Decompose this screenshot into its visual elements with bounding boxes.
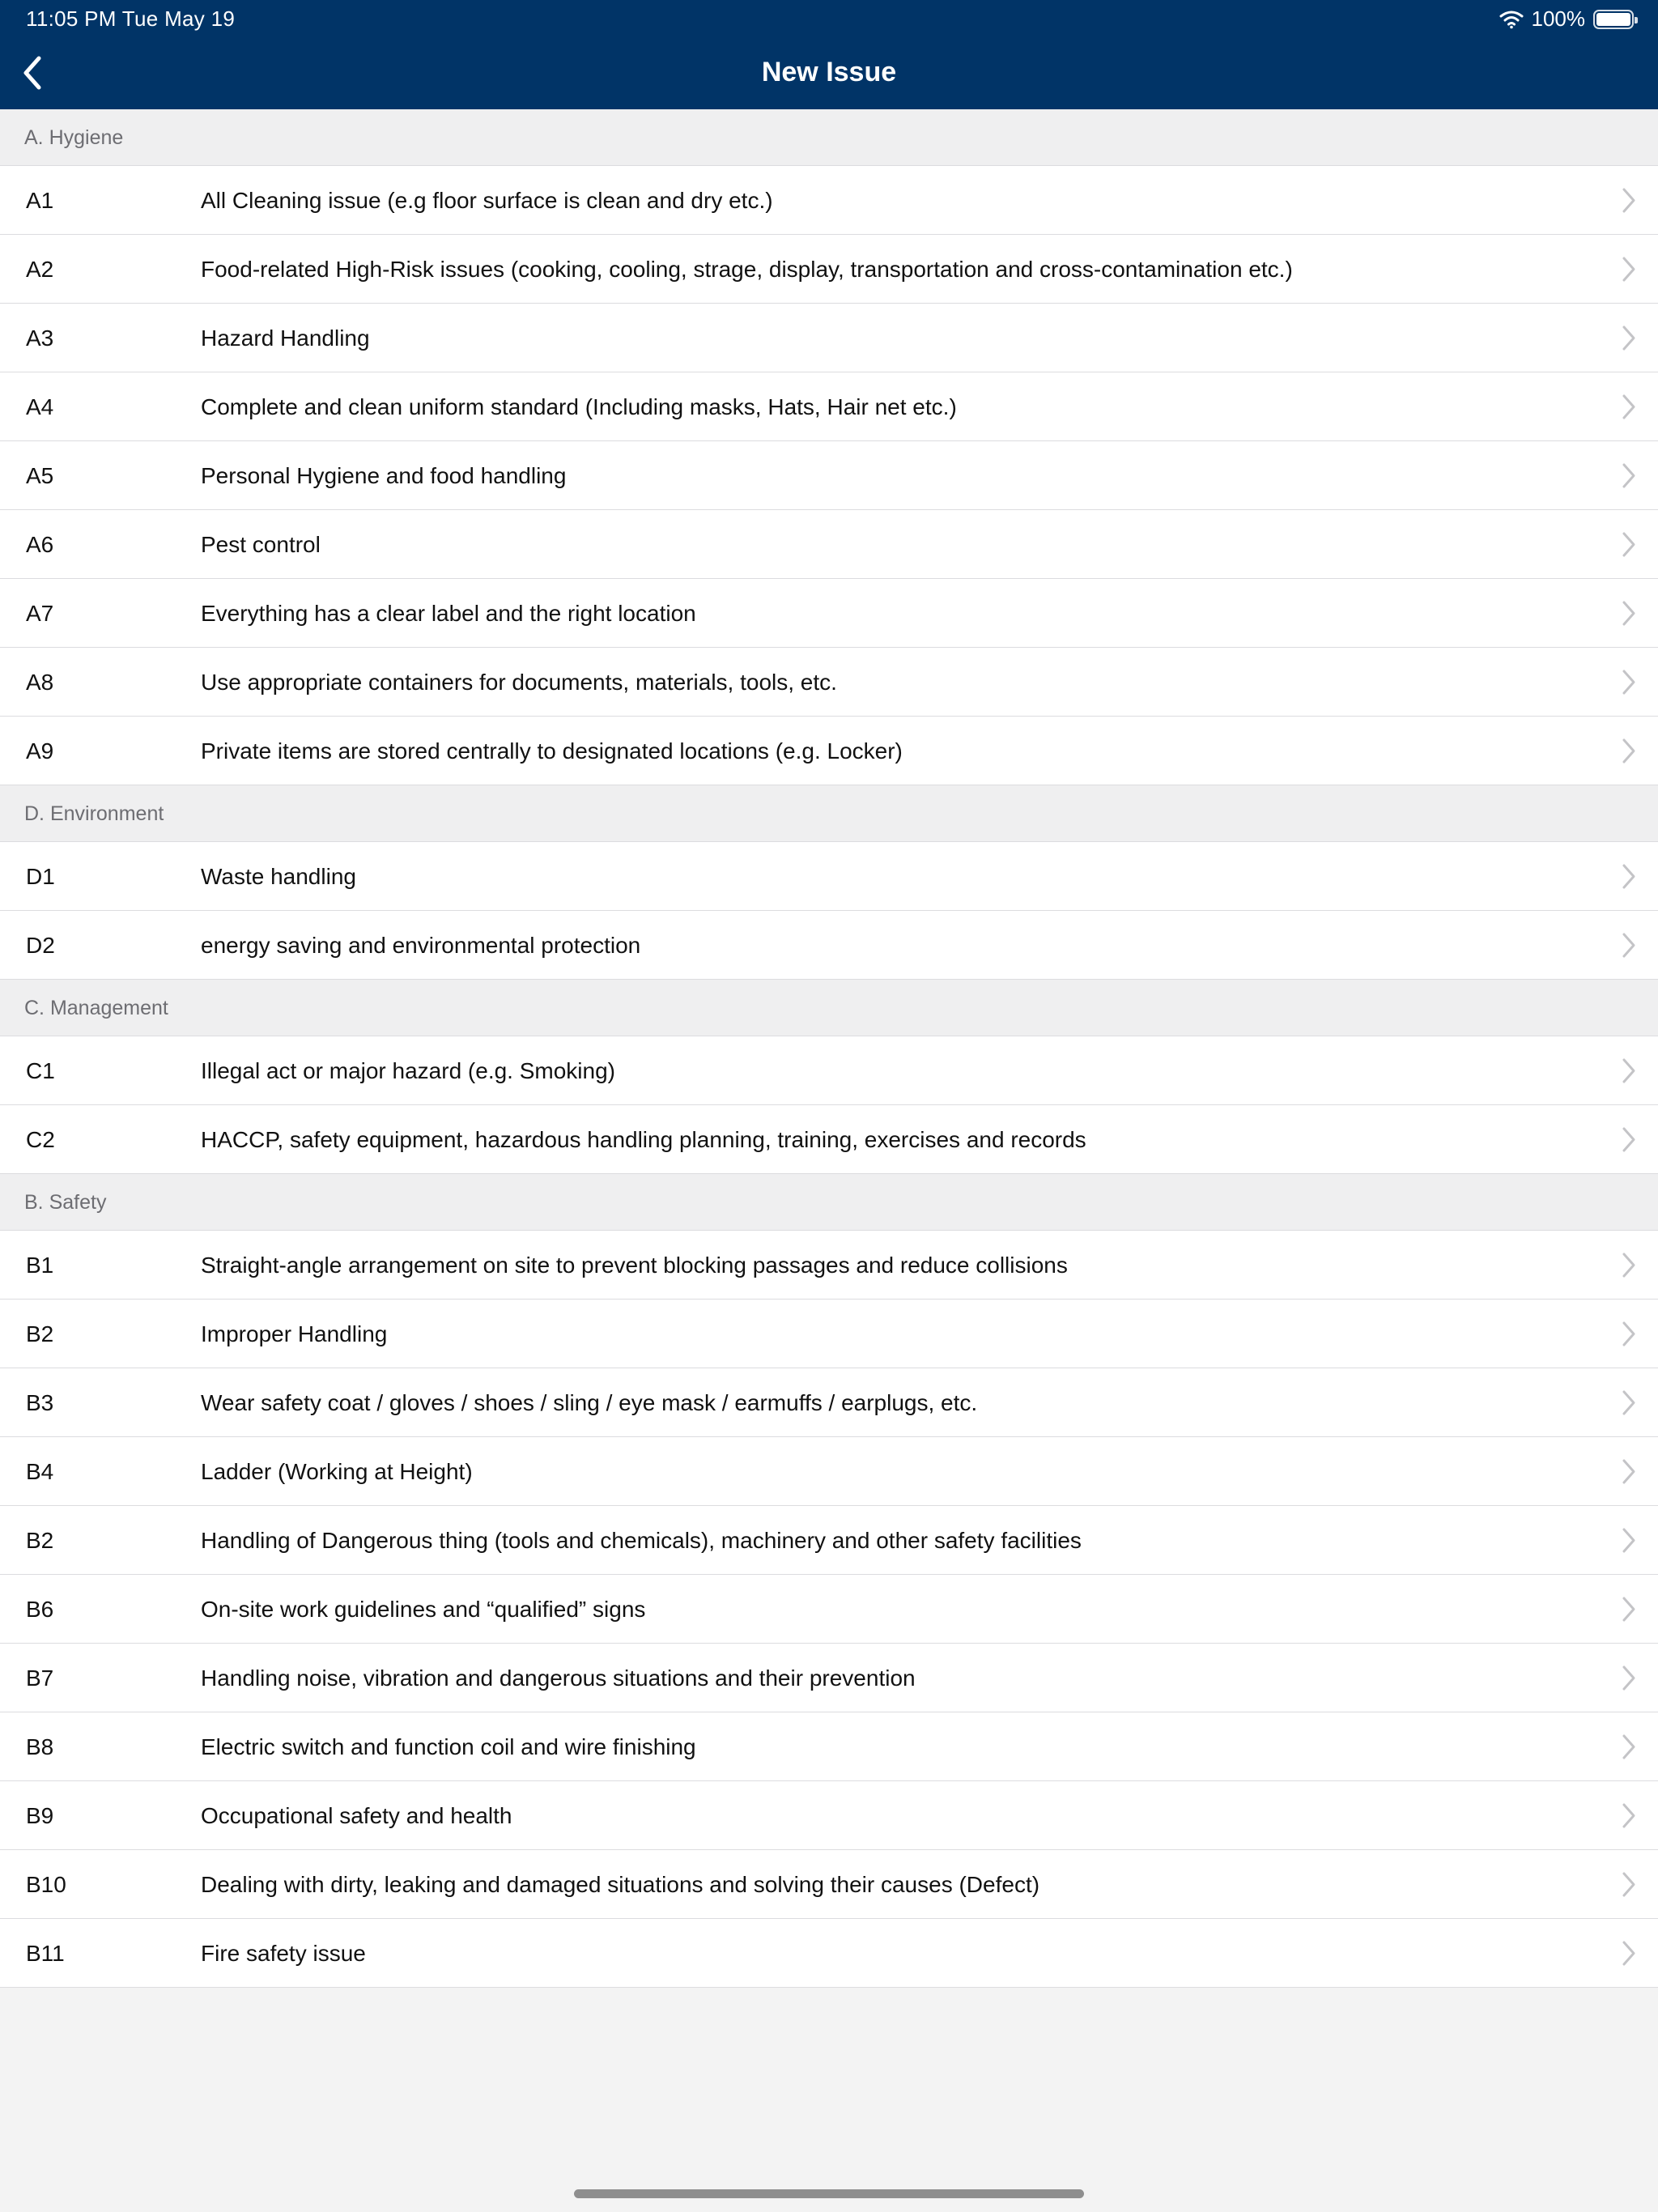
issue-row-b6[interactable] xyxy=(0,1575,1658,1644)
chevron-right-icon xyxy=(1621,531,1637,558)
navigation-bar xyxy=(0,39,1658,109)
chevron-right-icon xyxy=(1621,669,1637,696)
chevron-right-icon xyxy=(1621,1458,1637,1485)
issue-row-b11[interactable] xyxy=(0,1919,1658,1988)
chevron-right-icon xyxy=(1621,1389,1637,1416)
issue-row-b7[interactable] xyxy=(0,1644,1658,1712)
issue-code: A7 xyxy=(26,601,54,626)
issue-code: B6 xyxy=(26,1597,54,1622)
issue-description: Illegal act or major hazard (e.g. Smoking) xyxy=(201,1058,615,1083)
chevron-right-icon xyxy=(1621,1527,1637,1554)
issue-description: HACCP, safety equipment, hazardous handling planning, training, exercises and records xyxy=(201,1127,1086,1152)
issue-description: Wear safety coat / gloves / shoes / sling / eye mask / earmuffs / earplugs, etc. xyxy=(201,1390,978,1415)
issue-row-d1[interactable] xyxy=(0,842,1658,911)
battery-fill xyxy=(1596,13,1630,26)
issue-description: Hazard Handling xyxy=(201,325,370,351)
section-header: D. Environment xyxy=(0,785,1658,842)
chevron-right-icon xyxy=(1621,1057,1637,1084)
issue-code: B3 xyxy=(26,1390,54,1415)
issue-row-b1[interactable] xyxy=(0,1231,1658,1300)
issue-code: B1 xyxy=(26,1253,54,1278)
issue-description: Fire safety issue xyxy=(201,1941,366,1966)
home-indicator[interactable] xyxy=(574,2189,1084,2198)
chevron-right-icon xyxy=(1621,600,1637,627)
issue-row-b3[interactable] xyxy=(0,1368,1658,1437)
issue-code: B7 xyxy=(26,1665,54,1691)
issue-row-a7[interactable] xyxy=(0,579,1658,648)
issue-row-b2[interactable] xyxy=(0,1506,1658,1575)
issue-code: A5 xyxy=(26,463,54,488)
status-indicators xyxy=(1499,6,1635,32)
chevron-right-icon xyxy=(1621,1665,1637,1691)
issue-category-list xyxy=(0,109,1658,1988)
issue-code: A1 xyxy=(26,188,54,213)
issue-row-a8[interactable] xyxy=(0,648,1658,717)
issue-code: D1 xyxy=(26,864,55,889)
issue-description: Personal Hygiene and food handling xyxy=(201,463,567,488)
chevron-right-icon xyxy=(1621,393,1637,420)
issue-row-a9[interactable] xyxy=(0,717,1658,785)
wifi-icon xyxy=(1499,10,1524,29)
issue-description: Dealing with dirty, leaking and damaged situations and solving their causes (Defect) xyxy=(201,1872,1040,1897)
issue-code: A9 xyxy=(26,738,54,764)
issue-description: Handling of Dangerous thing (tools and chemicals), machinery and other safety facilities xyxy=(201,1528,1082,1553)
issue-code: A3 xyxy=(26,325,54,351)
chevron-right-icon xyxy=(1621,325,1637,351)
issue-row-b10[interactable] xyxy=(0,1850,1658,1919)
issue-description: Food-related High-Risk issues (cooking, cooling, strage, display, transportation and cross-contamination etc.) xyxy=(201,257,1293,282)
issue-description: Occupational safety and health xyxy=(201,1803,512,1828)
issue-row-b2[interactable] xyxy=(0,1300,1658,1368)
issue-row-b9[interactable] xyxy=(0,1781,1658,1850)
issue-row-d2[interactable] xyxy=(0,911,1658,980)
issue-description: On-site work guidelines and “qualified” signs xyxy=(201,1597,646,1622)
chevron-right-icon xyxy=(1621,462,1637,489)
chevron-right-icon xyxy=(1621,863,1637,890)
issue-description: Pest control xyxy=(201,532,321,557)
status-bar xyxy=(0,0,1658,39)
chevron-right-icon xyxy=(1621,1871,1637,1898)
issue-row-a1[interactable] xyxy=(0,166,1658,235)
issue-description: Handling noise, vibration and dangerous situations and their prevention xyxy=(201,1665,916,1691)
chevron-right-icon xyxy=(1621,1126,1637,1153)
issue-code: A6 xyxy=(26,532,54,557)
issue-code: B2 xyxy=(26,1528,54,1553)
battery-percentage: 100% xyxy=(1531,6,1585,31)
issue-code: B10 xyxy=(26,1872,66,1897)
chevron-right-icon xyxy=(1621,256,1637,283)
section-header: A. Hygiene xyxy=(0,109,1658,166)
issue-description: Straight-angle arrangement on site to prevent blocking passages and reduce collisions xyxy=(201,1253,1068,1278)
issue-code: A8 xyxy=(26,670,54,695)
issue-row-a5[interactable] xyxy=(0,441,1658,510)
issue-description: Private items are stored centrally to designated locations (e.g. Locker) xyxy=(201,738,903,764)
issue-code: A2 xyxy=(26,257,54,282)
chevron-right-icon xyxy=(1621,1252,1637,1278)
issue-code: D2 xyxy=(26,933,55,958)
issue-row-a6[interactable] xyxy=(0,510,1658,579)
issue-row-c2[interactable] xyxy=(0,1105,1658,1174)
issue-row-a3[interactable] xyxy=(0,304,1658,372)
issue-row-c1[interactable] xyxy=(0,1036,1658,1105)
issue-row-a4[interactable] xyxy=(0,372,1658,441)
chevron-right-icon xyxy=(1621,1733,1637,1760)
issue-code: A4 xyxy=(26,394,54,419)
chevron-right-icon xyxy=(1621,1321,1637,1347)
chevron-right-icon xyxy=(1621,1596,1637,1623)
issue-row-a2[interactable] xyxy=(0,235,1658,304)
chevron-right-icon xyxy=(1621,187,1637,214)
issue-description: Use appropriate containers for documents, materials, tools, etc. xyxy=(201,670,837,695)
issue-description: Electric switch and function coil and wire finishing xyxy=(201,1734,696,1759)
issue-row-b8[interactable] xyxy=(0,1712,1658,1781)
chevron-right-icon xyxy=(1621,932,1637,959)
issue-code: B8 xyxy=(26,1734,54,1759)
issue-code: B11 xyxy=(26,1941,65,1966)
issue-description: All Cleaning issue (e.g floor surface is clean and dry etc.) xyxy=(201,188,773,213)
section-header: B. Safety xyxy=(0,1174,1658,1231)
issue-code: B2 xyxy=(26,1321,54,1346)
top-bar xyxy=(0,0,1658,109)
battery-icon xyxy=(1593,10,1634,29)
issue-description: Complete and clean uniform standard (Including masks, Hats, Hair net etc.) xyxy=(201,394,957,419)
page-title: New Issue xyxy=(761,57,897,87)
issue-description: Waste handling xyxy=(201,864,356,889)
status-time: 11:05 PM Tue May 19 xyxy=(26,6,236,31)
chevron-right-icon xyxy=(1621,738,1637,764)
chevron-right-icon xyxy=(1621,1802,1637,1829)
issue-description: Improper Handling xyxy=(201,1321,388,1346)
chevron-right-icon xyxy=(1621,1940,1637,1967)
section-header: C. Management xyxy=(0,980,1658,1036)
issue-code: B9 xyxy=(26,1803,54,1828)
issue-row-b4[interactable] xyxy=(0,1437,1658,1506)
battery-tip xyxy=(1635,17,1638,23)
issue-description: Everything has a clear label and the right location xyxy=(201,601,696,626)
issue-description: energy saving and environmental protection xyxy=(201,933,641,958)
issue-description: Ladder (Working at Height) xyxy=(201,1459,473,1484)
issue-code: C1 xyxy=(26,1058,55,1083)
issue-code: B4 xyxy=(26,1459,54,1484)
issue-code: C2 xyxy=(26,1127,55,1152)
